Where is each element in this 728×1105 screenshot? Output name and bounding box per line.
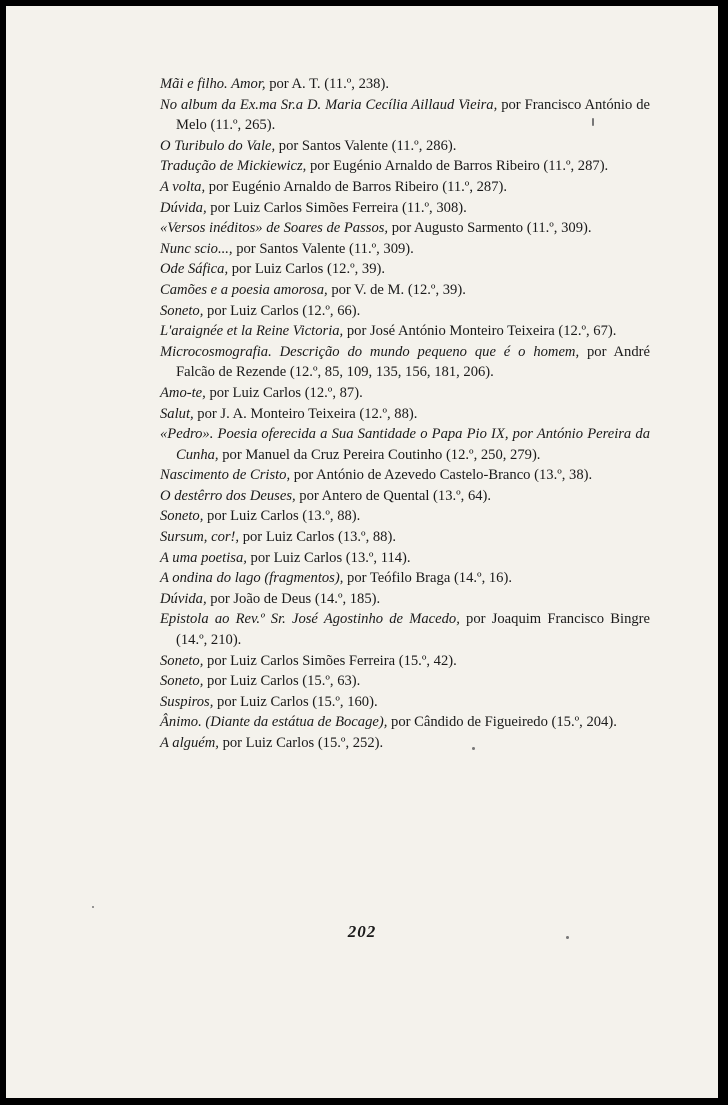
- entry-details: por Manuel da Cruz Pereira Coutinho (12.º, 250, 279).: [218, 446, 541, 463]
- entry-title: Sursum, cor!,: [160, 529, 240, 546]
- entry-title: Soneto,: [160, 652, 204, 669]
- index-entry: [160, 733, 650, 754]
- index-entry: [160, 651, 650, 672]
- entry-title: «Pedro». Poesia oferecida a Sua Santidade o Papa Pio IX, por António Pereira da Cunha,: [160, 426, 650, 463]
- entry-details: por Luiz Carlos (15.º, 160).: [213, 693, 378, 710]
- entry-details: por Luiz Carlos (13.º, 88).: [239, 529, 396, 546]
- entry-title: Tradução de Mickiewicz,: [160, 158, 307, 175]
- page-number: 202: [347, 922, 377, 941]
- entry-details: por Augusto Sarmento (11.º, 309).: [388, 220, 592, 237]
- entry-title: O Turibulo do Vale,: [160, 137, 276, 154]
- entry-title: Microcosmografia. Descrição do mundo pequeno que é o homem,: [160, 343, 580, 360]
- entry-title: Dúvida,: [160, 199, 207, 216]
- entry-details: por Luiz Carlos Simões Ferreira (11.º, 308).: [206, 199, 467, 216]
- entry-title: Soneto,: [160, 508, 204, 525]
- entry-details: por Luiz Carlos (12.º, 39).: [228, 261, 386, 278]
- entry-title: Ânimo. (Diante da estátua de Bocage),: [160, 714, 388, 731]
- poem-index-list: [160, 74, 650, 754]
- entry-title: Dúvida,: [160, 590, 207, 607]
- index-entry: [160, 527, 650, 548]
- index-entry: [160, 404, 650, 425]
- index-entry: [160, 280, 650, 301]
- entry-title: Ode Sáfica,: [160, 261, 229, 278]
- index-entry: [160, 95, 650, 136]
- entry-details: por Francisco António de Melo (11.º, 265).: [176, 96, 650, 134]
- entry-title: Mãi e filho. Amor,: [160, 76, 266, 92]
- paper-speck: [472, 747, 475, 750]
- entry-details: por V. de M. (12.º, 39).: [327, 281, 466, 298]
- entry-details: por Luiz Carlos (15.º, 252).: [218, 735, 384, 751]
- index-entry: [160, 609, 650, 650]
- entry-title: Amo-te,: [160, 384, 206, 401]
- entry-title: Camões e a poesia amorosa,: [160, 281, 328, 298]
- entry-title: Soneto,: [160, 302, 204, 319]
- entry-details: por Antero de Quental (13.º, 64).: [295, 487, 492, 504]
- paper-speck: [92, 906, 94, 908]
- index-entry: [160, 301, 650, 322]
- entry-details: por Eugénio Arnaldo de Barros Ribeiro (11.º, 287).: [205, 178, 508, 195]
- index-entry: [160, 568, 650, 589]
- paper-speck: [566, 936, 569, 939]
- index-entry: [160, 239, 650, 260]
- entry-details: por Luiz Carlos (13.º, 114).: [246, 549, 411, 566]
- entry-details: por Luiz Carlos (15.º, 63).: [203, 673, 361, 690]
- entry-title: Suspiros,: [160, 693, 214, 710]
- index-entry: [160, 321, 650, 342]
- index-entry: [160, 589, 650, 610]
- index-entry: [160, 383, 650, 404]
- index-entry: [160, 671, 650, 692]
- entry-details: por Luiz Carlos (12.º, 87).: [205, 384, 363, 401]
- entry-details: por Teófilo Braga (14.º, 16).: [343, 570, 512, 587]
- index-entry: [160, 218, 650, 239]
- entry-details: por Luiz Carlos (13.º, 88).: [203, 508, 361, 525]
- entry-details: por João de Deus (14.º, 185).: [206, 590, 381, 607]
- index-entry: [160, 712, 650, 733]
- index-entry: [160, 198, 650, 219]
- entry-title: Salut,: [160, 405, 194, 422]
- entry-title: A ondina do lago (fragmentos),: [160, 570, 344, 587]
- entry-details: por André Falcão de Rezende (12.º, 85, 109, 135, 156, 181, 206).: [176, 343, 650, 381]
- entry-title: L'araignée et la Reine Victoria,: [160, 323, 344, 340]
- paper-speck: [592, 118, 594, 126]
- entry-title: A volta,: [160, 178, 206, 195]
- entry-details: por José António Monteiro Teixeira (12.º, 67).: [343, 323, 617, 340]
- index-entry: [160, 259, 650, 280]
- entry-details: por J. A. Monteiro Teixeira (12.º, 88).: [193, 405, 418, 422]
- entry-details: por Luiz Carlos (12.º, 66).: [203, 302, 361, 319]
- index-entry: [160, 506, 650, 527]
- index-entry: [160, 486, 650, 507]
- entry-details: por António de Azevedo Castelo-Branco (13.º, 38).: [290, 467, 593, 484]
- index-entry: [160, 692, 650, 713]
- entry-details: por Joaquim Francisco Bingre (14.º, 210).: [176, 611, 650, 649]
- entry-details: por Santos Valente (11.º, 286).: [275, 137, 457, 154]
- index-entry: [160, 177, 650, 198]
- index-entry: [160, 74, 650, 95]
- index-entry: [160, 465, 650, 486]
- entry-details: por Luiz Carlos Simões Ferreira (15.º, 42).: [203, 652, 457, 669]
- index-entry: [160, 136, 650, 157]
- entry-title: No album da Ex.ma Sr.a D. Maria Cecília Aillaud Vieira,: [160, 96, 498, 113]
- index-entry: [160, 156, 650, 177]
- index-entry: [160, 424, 650, 465]
- entry-details: por Santos Valente (11.º, 309).: [232, 240, 414, 257]
- book-page: [6, 6, 718, 1098]
- entry-title: A alguém,: [160, 735, 219, 751]
- entry-details: por Eugénio Arnaldo de Barros Ribeiro (11.º, 287).: [306, 158, 609, 175]
- entry-title: «Versos inéditos» de Soares de Passos,: [160, 220, 389, 237]
- entry-title: A uma poetisa,: [160, 549, 247, 566]
- entry-title: Nascimento de Cristo,: [160, 467, 291, 484]
- entry-title: Soneto,: [160, 673, 204, 690]
- entry-details: por Cândido de Figueiredo (15.º, 204).: [387, 714, 617, 731]
- entry-details: por A. T. (11.º, 238).: [265, 76, 389, 92]
- index-entry: [160, 548, 650, 569]
- entry-title: Epistola ao Rev.º Sr. José Agostinho de Macedo,: [160, 611, 460, 628]
- index-entry: [160, 342, 650, 383]
- entry-title: O destêrro dos Deuses,: [160, 487, 296, 504]
- entry-title: Nunc scio...,: [160, 240, 233, 257]
